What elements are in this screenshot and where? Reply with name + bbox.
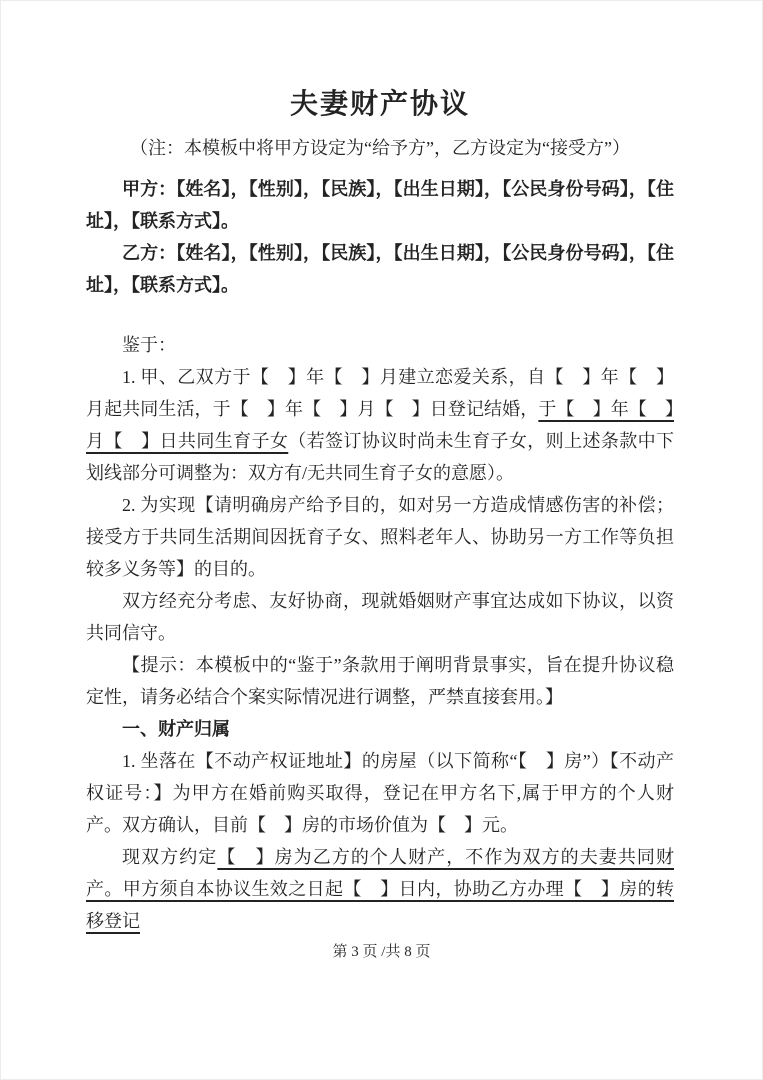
mutual-agreement-line: 双方经充分考虑、友好协商，现就婚姻财产事宜达成如下协议，以资共同信守。 <box>86 591 674 643</box>
document-content <box>1 1 762 937</box>
whereas-1-pre: 1. 甲、乙双方于【 】年【 】月建立恋爱关系，自【 】年【 】月起共同生活，于【 】年【 】月【 】日登记结婚， <box>86 367 674 419</box>
document-title: 夫妻财产协议 <box>289 89 470 120</box>
whereas-label: 鉴于： <box>122 335 176 355</box>
clause-2-pre: 现双方约定 <box>122 847 218 867</box>
clause-house-ownership: 1. 坐落在【不动产权证地址】的房屋（以下简称“【 】房”）【不动产权证号：】为甲方在婚前购买取得，登记在甲方名下,属于甲方的个人财产。双方确认，目前【 】房的市场价值为【 】元。 <box>86 751 674 835</box>
template-note: （注：本模板中将甲方设定为“给予方”，乙方设定为“接受方”） <box>130 138 630 158</box>
clause-house-transfer <box>86 841 674 937</box>
whereas-clause-1 <box>86 361 674 489</box>
whereas-1-post: （若签订协议时尚未生育子女，则上述条款中下划线部分可调整为：双方有/无共同生育子女的意愿）。 <box>86 431 675 483</box>
whereas-clause-2: 2. 为实现【请明确房产给予目的，如对另一方造成情感伤害的补偿；接受方于共同生活期间因抚育子女、照料老年人、协助另一方工作等负担较多义务等】的目的。 <box>86 495 674 579</box>
clause-2-underlined: 【 】房为乙方的个人财产，不作为双方的夫妻共同财产。甲方须自本协议生效之日起【 】日内，协助乙方办理【 】房的转移登记 <box>86 847 674 931</box>
party-a-line: 甲方：【姓名】，【性别】，【民族】，【出生日期】，【公民身份号码】，【住址】，【联系方式】。 <box>86 179 674 231</box>
party-b-line: 乙方：【姓名】，【性别】，【民族】，【出生日期】，【公民身份号码】，【住址】，【联系方式】。 <box>86 243 674 295</box>
page-number-indicator: 第 3 页 /共 8 页 <box>332 944 431 960</box>
whereas-1-underlined: 于【 】年【 】月【 】日共同生育子女 <box>86 399 674 451</box>
section-heading-property-ownership: 一、财产归属 <box>122 719 230 739</box>
tip-note: 【提示：本模板中的“鉴于”条款用于阐明背景事实，旨在提升协议稳定性，请务必结合个案实际情况进行调整，严禁直接套用。】 <box>86 655 674 707</box>
